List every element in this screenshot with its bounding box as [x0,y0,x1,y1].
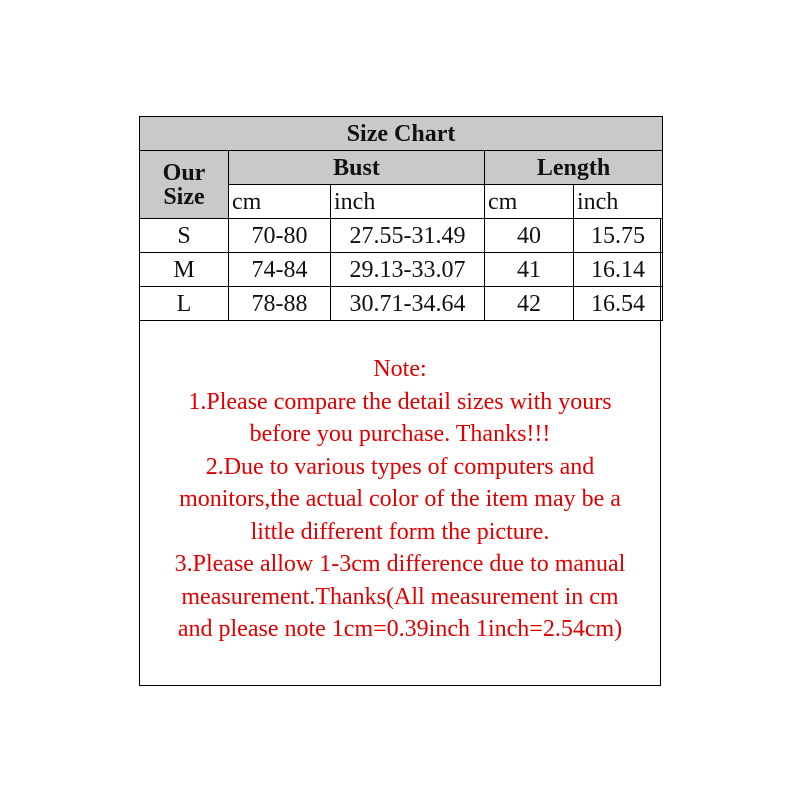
note-line: measurement.Thanks(All measurement in cm [181,583,619,610]
length-cm-cell: 40 [485,219,574,253]
note-heading: Note: [373,356,427,382]
note-line: monitors,the actual color of the item may be a [179,486,621,512]
bust-inch-cell: 27.55-31.49 [331,219,485,253]
table-row [140,287,663,321]
bust-header: Bust [229,151,485,185]
our-size-header [140,151,229,219]
size-cell: L [140,287,229,321]
size-cell: S [140,219,229,253]
header-row [140,151,663,185]
bust-inch-cell: 30.71-34.64 [331,287,485,321]
note-line: and please note 1cm=0.39inch 1inch=2.54cm) [177,616,623,642]
bust-inch-cell: 29.13-33.07 [331,253,485,287]
chart-title: Size Chart [140,117,663,151]
bust-cm-unit: cm [229,185,331,219]
length-inch-cell: 16.54 [574,287,663,321]
note-block [140,353,660,646]
length-inch-cell: 15.75 [574,219,663,253]
bust-inch-unit: inch [331,185,485,219]
length-inch-unit: inch [574,185,663,219]
note-line: 2.Due to various types of computers and [205,453,595,480]
length-header: Length [485,151,663,185]
title-row [140,117,663,151]
size-cell: M [140,253,229,287]
our-size-label-line2: Size [163,183,205,210]
length-cm-unit: cm [485,185,574,219]
length-cm-cell: 41 [485,253,574,287]
note-line: little different form the picture. [250,518,550,545]
bust-cm-cell: 74-84 [229,253,331,287]
table-row [140,219,663,253]
length-inch-cell: 16.14 [574,253,663,287]
note-line: 3.Please allow 1-3cm difference due to manual [174,551,626,577]
size-chart-table [139,116,663,321]
bust-cm-cell: 70-80 [229,219,331,253]
table-row [140,253,663,287]
size-chart-sheet [139,116,661,686]
note-line: before you purchase. Thanks!!! [249,421,551,447]
bust-cm-cell: 78-88 [229,287,331,321]
our-size-label-line1: Our [162,159,206,186]
length-cm-cell: 42 [485,287,574,321]
note-line: 1.Please compare the detail sizes with yours [188,388,612,415]
